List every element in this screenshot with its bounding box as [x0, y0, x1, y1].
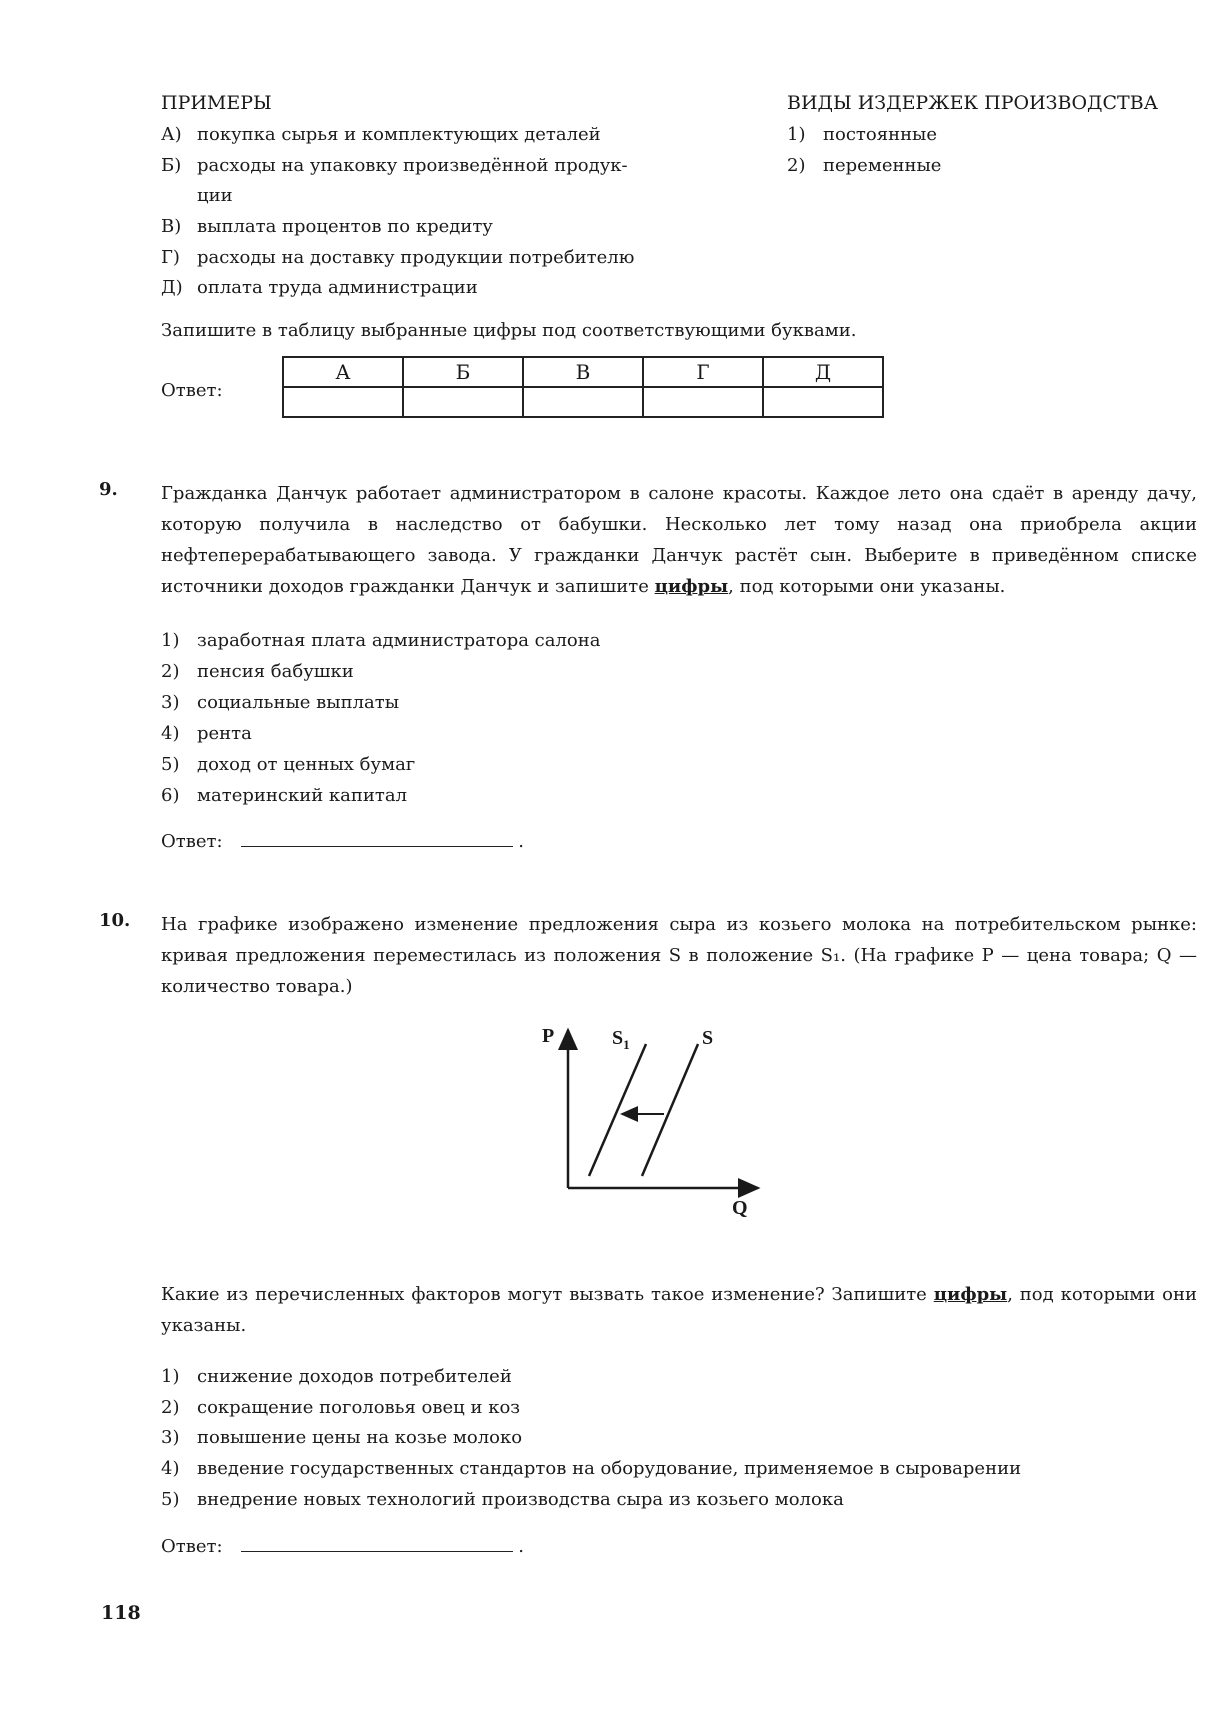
- list-item: В) выплата процентов по кредиту: [161, 216, 493, 237]
- answer-table: [282, 356, 884, 418]
- price-axis-label: P: [542, 1025, 555, 1047]
- answer-label: Ответ:: [161, 380, 223, 401]
- table-header: А: [283, 357, 403, 387]
- answer-cell[interactable]: [643, 387, 763, 417]
- answer-input[interactable]: [241, 1533, 513, 1552]
- answer-input[interactable]: [241, 828, 513, 847]
- list-item: 4) введение государственных стандартов на оборудование, применяемое в сыроварении: [161, 1458, 1022, 1479]
- answer-label: Ответ:: [161, 1536, 223, 1557]
- list-item: 1) постоянные: [787, 124, 938, 145]
- question-number: 9.: [99, 479, 118, 500]
- supply-shift-graph: [530, 1020, 780, 1220]
- page-number: 118: [101, 1602, 141, 1624]
- question-number: 10.: [99, 910, 131, 931]
- supply-curve-s1: [589, 1044, 646, 1176]
- answer-line: Ответ: .: [161, 1533, 524, 1557]
- answer-cell[interactable]: [403, 387, 523, 417]
- list-item: 2) переменные: [787, 155, 942, 176]
- list-item: 3) социальные выплаты: [161, 692, 400, 713]
- supply-curve-s: [642, 1044, 698, 1176]
- table-header: Д: [763, 357, 883, 387]
- list-item: 4) рента: [161, 723, 252, 744]
- question-text: На графике изображено изменение предложения сыра из козьего молока на потребительском рынке: кривая предложения переместилась из положения S в положение S₁. (На графике P — цена товара; Q — количество товара.): [161, 914, 1197, 997]
- answer-line: Ответ: .: [161, 828, 524, 852]
- emphasis: цифры: [933, 1284, 1008, 1305]
- question-prompt: Какие из перечисленных факторов могут вызвать такое изменение? Запишите цифры, под которыми они указаны.: [161, 1284, 1197, 1336]
- answer-label: Ответ:: [161, 831, 223, 852]
- list-item: Г) расходы на доставку продукции потребителю: [161, 247, 635, 268]
- quantity-axis-label: Q: [732, 1197, 748, 1219]
- table-header: В: [523, 357, 643, 387]
- list-item: 1) снижение доходов потребителей: [161, 1366, 512, 1387]
- table-header: Г: [643, 357, 763, 387]
- list-item: 2) пенсия бабушки: [161, 661, 354, 682]
- list-item: 1) заработная плата администратора салона: [161, 630, 601, 651]
- answer-cell[interactable]: [763, 387, 883, 417]
- question-text: Гражданка Данчук работает администратором в салоне красоты. Каждое лето она сдаёт в аренду дачу, которую получила в наследство от бабушки. Несколько лет тому назад она приобрела акции нефтеперерабатывающего завода. У гражданки Данчук растёт сын. Выберите в приведённом списке источники доходов гражданки Данчук и запишите цифры, под которыми они указаны.: [161, 483, 1197, 597]
- answer-cell[interactable]: [283, 387, 403, 417]
- curve-label-s: S: [702, 1027, 714, 1049]
- list-item: 2) сокращение поголовья овец и коз: [161, 1397, 521, 1418]
- table-header: Б: [403, 357, 523, 387]
- table-instruction: Запишите в таблицу выбранные цифры под соответствующими буквами.: [161, 320, 857, 341]
- list-item: 3) повышение цены на козье молоко: [161, 1427, 523, 1448]
- list-item: ции: [197, 185, 233, 206]
- emphasis: цифры: [654, 576, 729, 597]
- list-item: 5) внедрение новых технологий производства сыра из козьего молока: [161, 1489, 844, 1510]
- list-item: 6) материнский капитал: [161, 785, 408, 806]
- list-item: 5) доход от ценных бумаг: [161, 754, 416, 775]
- cost-types-header: ВИДЫ ИЗДЕРЖЕК ПРОИЗВОДСТВА: [787, 92, 1159, 114]
- answer-cell[interactable]: [523, 387, 643, 417]
- curve-label-s1: $S_1$: [612, 1027, 630, 1052]
- list-item: А) покупка сырья и комплектующих деталей: [161, 124, 601, 145]
- examples-header: ПРИМЕРЫ: [161, 92, 272, 114]
- list-item: Б) расходы на упаковку произведённой продук-: [161, 155, 628, 176]
- list-item: Д) оплата труда администрации: [161, 277, 478, 298]
